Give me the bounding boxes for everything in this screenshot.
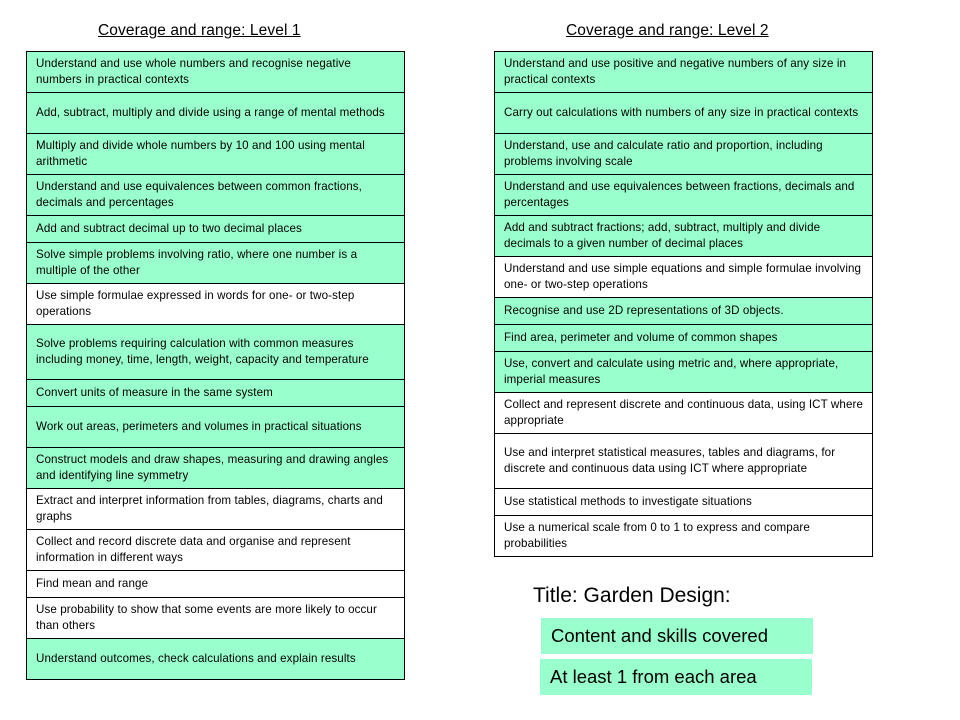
level1-item <box>26 324 405 380</box>
level1-item-text: Work out areas, perimeters and volumes in practical situations <box>36 419 362 433</box>
level2-item <box>494 392 873 434</box>
level1-item-text: Convert units of measure in the same system <box>36 385 273 399</box>
level2-item-text: Use a numerical scale from 0 to 1 to express and compare probabilities <box>504 520 810 550</box>
level1-item <box>26 242 405 284</box>
level2-item-text: Use statistical methods to investigate situations <box>504 494 752 508</box>
level2-item-text: Understand and use positive and negative numbers of any size in practical contexts <box>504 56 847 86</box>
level2-item <box>494 256 873 298</box>
level1-item <box>26 283 405 325</box>
level2-item <box>494 215 873 257</box>
level1-item-text: Find mean and range <box>36 576 149 590</box>
garden-design-title: Title: Garden Design: <box>533 584 731 607</box>
level2-item-text: Understand and use equivalences between fractions, decimals and percentages <box>504 179 855 209</box>
level2-item <box>494 433 873 489</box>
level2-title: Coverage and range: Level 2 <box>566 22 769 39</box>
level2-item <box>494 351 873 393</box>
level1-item <box>26 379 405 407</box>
requirement-badge: At least 1 from each area <box>540 659 812 695</box>
level2-item-text: Add and subtract fractions; add, subtract, multiply and divide decimals to a given number of decimal places <box>504 220 821 250</box>
level2-item <box>494 174 873 216</box>
level1-item-text: Understand and use equivalences between common fractions, decimals and percentages <box>36 179 363 209</box>
level1-item-text: Collect and record discrete data and organise and represent information in different ways <box>36 534 351 564</box>
level1-item-text: Add, subtract, multiply and divide using a range of mental methods <box>36 105 385 119</box>
level2-item-text: Recognise and use 2D representations of 3D objects. <box>504 303 784 317</box>
level2-item-text: Understand and use simple equations and simple formulae involving one- or two-step operations <box>504 261 862 291</box>
level1-item <box>26 92 405 134</box>
level1-item <box>26 597 405 639</box>
level2-item-text: Use and interpret statistical measures, tables and diagrams, for discrete and continuous data using ICT where appropriate <box>504 445 836 475</box>
level1-item <box>26 51 405 93</box>
level1-item-text: Solve problems requiring calculation with common measures including money, time, length, weight, capacity and temperature <box>36 336 369 366</box>
level1-item <box>26 570 405 598</box>
level1-item <box>26 638 405 680</box>
level1-item-text: Add and subtract decimal up to two decimal places <box>36 221 302 235</box>
level2-item <box>494 92 873 134</box>
level1-item <box>26 447 405 489</box>
level1-item <box>26 488 405 530</box>
level1-item-text: Multiply and divide whole numbers by 10 and 100 using mental arithmetic <box>36 138 365 168</box>
level2-item-text: Find area, perimeter and volume of common shapes <box>504 330 778 344</box>
level1-item-text: Extract and interpret information from tables, diagrams, charts and graphs <box>36 493 383 523</box>
level1-item-text: Use probability to show that some events are more likely to occur than others <box>36 602 377 632</box>
level1-item <box>26 133 405 175</box>
level2-item <box>494 51 873 93</box>
level1-item <box>26 174 405 216</box>
level2-item-text: Understand, use and calculate ratio and proportion, including problems involving scale <box>504 138 823 168</box>
level2-item-text: Use, convert and calculate using metric and, where appropriate, imperial measures <box>504 356 839 386</box>
level1-item <box>26 406 405 448</box>
level1-item-text: Use simple formulae expressed in words for one- or two-step operations <box>36 288 355 318</box>
level1-title: Coverage and range: Level 1 <box>98 22 301 39</box>
level1-item-text: Understand outcomes, check calculations and explain results <box>36 651 356 665</box>
level1-item-text: Understand and use whole numbers and recognise negative numbers in practical contexts <box>36 56 351 86</box>
level1-list <box>26 51 405 680</box>
level2-item <box>494 515 873 557</box>
level2-item <box>494 324 873 352</box>
level1-item <box>26 529 405 571</box>
level1-item <box>26 215 405 243</box>
level2-item <box>494 488 873 516</box>
level1-item-text: Construct models and draw shapes, measuring and drawing angles and identifying line symmetry <box>36 452 389 482</box>
level2-item <box>494 133 873 175</box>
level1-item-text: Solve simple problems involving ratio, where one number is a multiple of the other <box>36 247 358 277</box>
content-skills-badge: Content and skills covered <box>541 618 813 654</box>
level2-item-text: Carry out calculations with numbers of any size in practical contexts <box>504 105 859 119</box>
level2-item-text: Collect and represent discrete and continuous data, using ICT where appropriate <box>504 397 864 427</box>
level2-list <box>494 51 873 557</box>
level2-item <box>494 297 873 325</box>
